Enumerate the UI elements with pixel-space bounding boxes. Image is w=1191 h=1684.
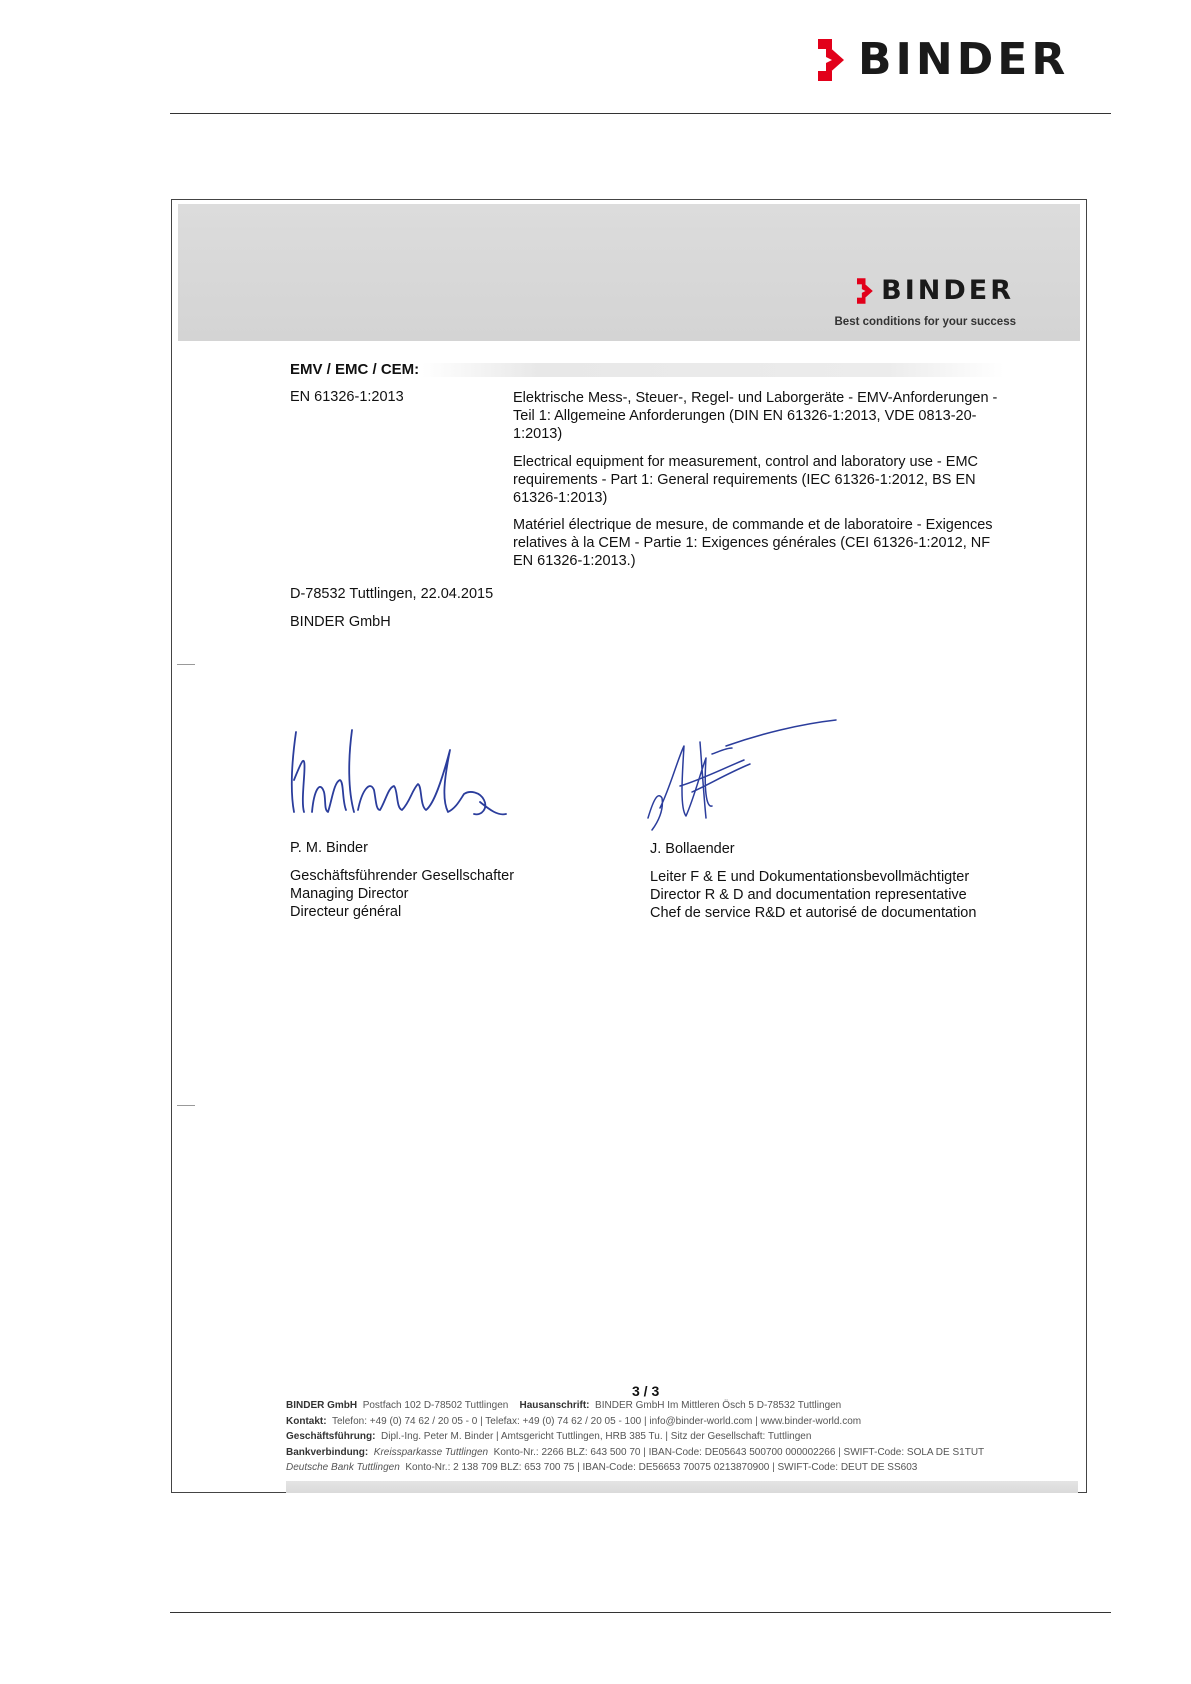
letterhead-band	[178, 204, 1080, 341]
binder-logo-icon	[818, 39, 846, 81]
footer-band	[286, 1481, 1078, 1493]
footer-line-contact	[286, 1414, 984, 1430]
signer-title-de: Leiter F & E und Dokumentationsbevollmächtigter	[650, 869, 970, 885]
place-and-date: D-78532 Tuttlingen, 22.04.2015	[290, 586, 494, 602]
footer-line-bank2	[286, 1460, 984, 1476]
brand-wordmark: BINDER	[858, 34, 1070, 85]
footer-divider	[170, 1612, 1111, 1613]
footer-bank2-name: Deutsche Bank Tuttlingen	[286, 1462, 400, 1473]
certificate-scan	[171, 199, 1087, 1493]
footer-contact-label: Kontakt:	[286, 1415, 327, 1427]
binder-logo-icon	[857, 278, 874, 304]
footer-address-label: Hausanschrift:	[519, 1400, 590, 1411]
fold-mark	[177, 1105, 195, 1106]
page-number: 3 / 3	[632, 1383, 660, 1399]
signer-titles	[650, 868, 976, 922]
header-divider	[170, 113, 1111, 114]
footer-bank2: Konto-Nr.: 2 138 709 BLZ: 653 700 75 | IBAN-Code: DE56653 70075 0213870900 | SWIFT-Code: DEUT DE SS603	[405, 1462, 918, 1473]
fold-mark	[177, 664, 195, 665]
standard-code: EN 61326-1:2013	[290, 389, 404, 405]
signer-name: J. Bollaender	[650, 841, 735, 857]
footer-bank-label: Bankverbindung:	[286, 1446, 369, 1458]
signer-title-en: Director R & D and documentation representative	[650, 887, 967, 903]
signer-title-de: Geschäftsführender Gesellschafter	[290, 868, 515, 884]
signer-title-fr: Directeur général	[290, 904, 402, 920]
footer-contact: Telefon: +49 (0) 74 62 / 20 05 - 0 | Telefax: +49 (0) 74 62 / 20 05 - 100 | info@binder-world.com | www.binder-world.com	[331, 1415, 862, 1427]
letterhead-wordmark: BINDER	[881, 275, 1014, 306]
footer-postal: Postfach 102 D-78502 Tuttlingen	[362, 1400, 509, 1411]
section-title: EMV / EMC / CEM:	[290, 361, 420, 378]
letterhead-tagline: Best conditions for your success	[834, 316, 1016, 328]
footer-management: Dipl.-Ing. Peter M. Binder | Amtsgericht Tuttlingen, HRB 385 Tu. | Sitz der Gesellschaft: Tuttlingen	[381, 1431, 812, 1442]
footer-address: BINDER GmbH Im Mittleren Ösch 5 D-78532 Tuttlingen	[595, 1400, 842, 1411]
footer-bank1-name: Kreissparkasse Tuttlingen	[373, 1446, 489, 1458]
letterhead-logo	[857, 277, 1014, 304]
letterhead-footer	[286, 1398, 984, 1476]
footer-bank1: Konto-Nr.: 2266 BLZ: 643 500 70 | IBAN-Code: DE05643 500700 000002266 | SWIFT-Code: SOLA DE S1TUT	[493, 1446, 985, 1458]
signer-title-fr: Chef de service R&D et autorisé de documentation	[650, 905, 977, 921]
signer-name: P. M. Binder	[290, 840, 368, 856]
signer-title-en: Managing Director	[290, 886, 409, 902]
page-logo	[818, 34, 1070, 85]
footer-line-management	[286, 1429, 984, 1445]
signer-titles	[290, 867, 514, 921]
standard-description-de: Elektrische Mess-, Steuer-, Regel- und Laborgeräte - EMV-Anforderungen - Teil 1: Allgemeine Anforderungen (DIN EN 61326-1:2013, VDE 0813-20-1:2013)	[513, 390, 998, 442]
signature-p-m-binder	[284, 720, 514, 820]
signature-j-bollaender	[640, 718, 840, 838]
standard-description-fr: Matériel électrique de mesure, de commande et de laboratoire - Exigences relatives à la CEM - Partie 1: Exigences générales (CEI 61326-1:2012, NF EN 61326-1:2013.)	[513, 517, 993, 569]
company-name: BINDER GmbH	[290, 614, 391, 630]
footer-line-bank1	[286, 1445, 984, 1461]
scan-artifact-strip	[422, 363, 1004, 377]
standard-description-en: Electrical equipment for measurement, control and laboratory use - EMC requirements - Part 1: General requirements (IEC 61326-1:2012, BS EN 61326-1:2013)	[513, 454, 979, 506]
footer-line-address	[286, 1398, 984, 1414]
footer-management-label: Geschäftsführung:	[286, 1431, 376, 1442]
footer-company-label: BINDER GmbH	[286, 1400, 358, 1411]
